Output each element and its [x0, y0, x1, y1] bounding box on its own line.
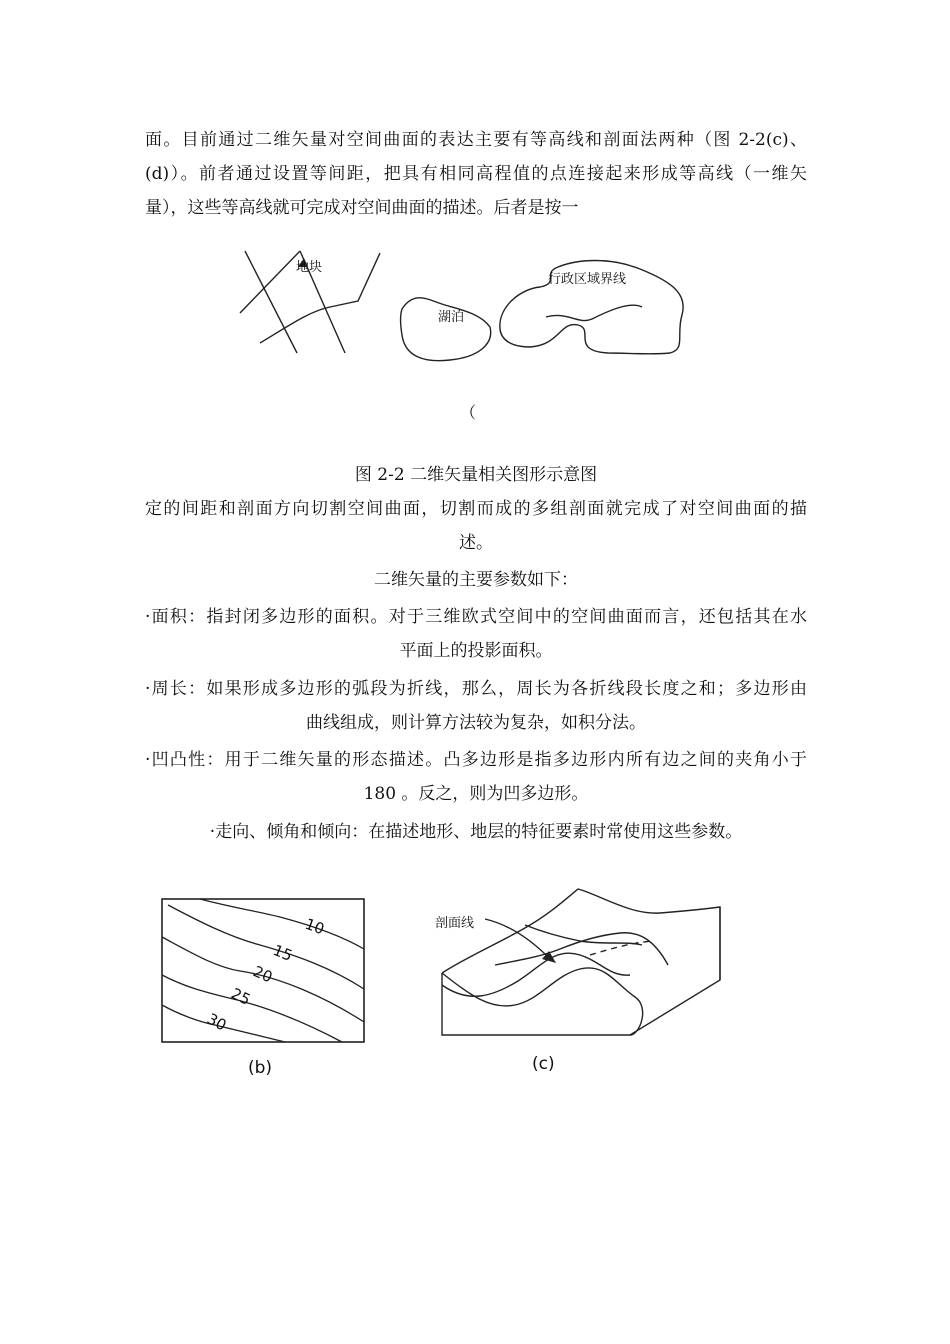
param-convexity-2: 180 。反之，则为凹多边形。	[363, 784, 589, 804]
section-line-2: 述。	[459, 533, 493, 553]
param-perimeter-2: 曲线组成，则计算方法较为复杂，如积分法。	[306, 713, 646, 733]
contour-25	[162, 975, 342, 1042]
block-front-wave	[442, 953, 630, 996]
block-right-edge	[630, 907, 720, 1035]
param-area-2: 平面上的投影面积。	[399, 641, 553, 661]
param-convexity-1: ·凹凸性：用于二维矢量的形态描述。凸多边形是指多边形内所有边之间的夹角小于	[145, 750, 807, 770]
section-heading: 二维矢量的主要参数如下：	[374, 570, 578, 590]
figure-b-caption: (b)	[248, 1058, 273, 1078]
param-perimeter-1: ·周长：如果形成多边形的弧段为折线，那么，周长为各折线段长度之和；多边形由	[145, 679, 807, 699]
contour-10	[200, 899, 364, 949]
contour-label-15: 15	[270, 941, 295, 965]
label-profile-line: 剖面线	[435, 916, 475, 931]
param-orientation: ·走向、倾角和倾向：在描述地形、地层的特征要素时常使用这些参数。	[209, 822, 743, 842]
figure-contour-map	[160, 897, 370, 1082]
contour-label-30: 30	[204, 1009, 230, 1035]
block-top-surface	[442, 889, 720, 980]
intro-line-2: (d)）。前者通过设置等间距，把具有相同高程值的点连接起来形成等高线（一维矢	[145, 164, 807, 184]
contour-label-25: 25	[228, 984, 254, 1009]
figure-caption: 图 2-2 二维矢量相关图形示意图	[354, 465, 598, 485]
contour-label-10: 10	[302, 914, 327, 939]
intro-line-3: 量），这些等高线就可完成对空间曲面的描述。后者是按一	[145, 198, 579, 218]
lake-outline	[401, 298, 491, 361]
label-parcel: 地块	[296, 260, 323, 275]
figure-vector-examples	[230, 245, 700, 370]
block-back-ridge	[525, 925, 642, 945]
road-line-1	[245, 251, 297, 353]
figure-fragment: （	[460, 403, 477, 422]
block-left-edge	[442, 973, 630, 1035]
boundary-inner-line	[546, 305, 642, 320]
param-area-1: ·面积：指封闭多边形的面积。对于三维欧式空间中的空间曲面而言，还包括其在水	[145, 607, 807, 627]
intro-line-1: 面。目前通过二维矢量对空间曲面的表达主要有等高线和剖面法两种（图 2-2(c)、	[145, 130, 807, 150]
profile-line	[485, 919, 548, 957]
figure-c-caption: (c)	[532, 1054, 555, 1074]
label-boundary: 行政区域界线	[548, 272, 627, 287]
label-lake: 湖泊	[438, 310, 465, 325]
section-line-1: 定的间距和剖面方向切割空间曲面，切割而成的多组剖面就完成了对空间曲面的描	[145, 499, 807, 519]
contour-label-20: 20	[250, 962, 276, 987]
block-front-surface	[442, 968, 643, 1035]
block-ridge	[495, 933, 668, 965]
figure-profile-block	[430, 885, 750, 1080]
